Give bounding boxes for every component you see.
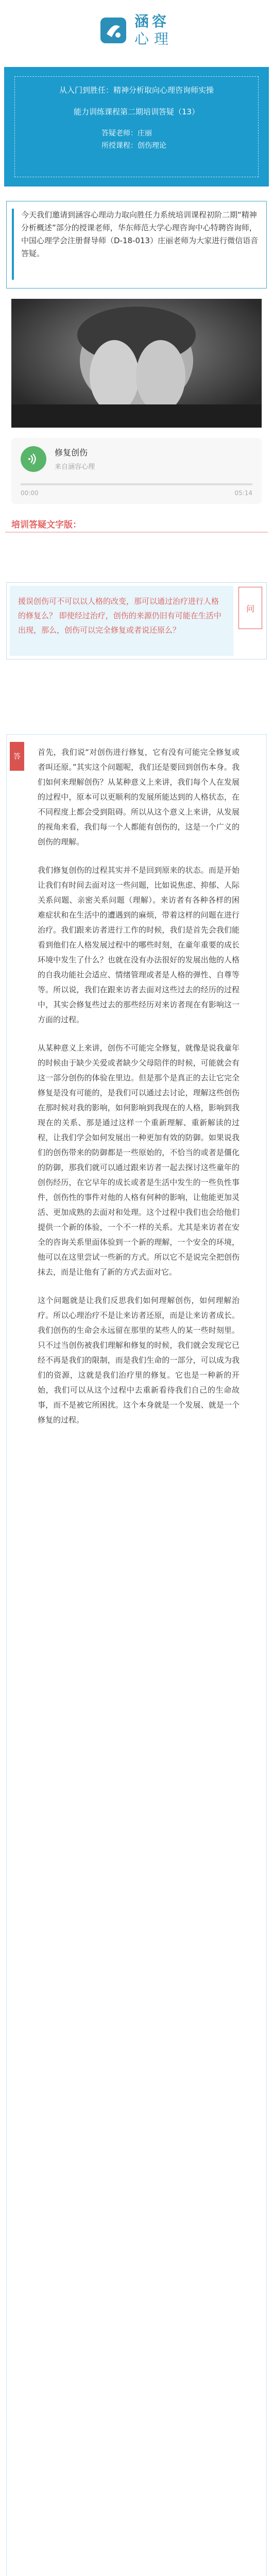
intro-box: [6, 201, 267, 289]
question-badge: 问: [238, 587, 262, 629]
brand-logo: [99, 14, 174, 46]
banner-course: 所授课程：创伤理论: [101, 142, 166, 150]
audio-source: 来自涵容心理: [55, 463, 95, 471]
question-block: [6, 582, 267, 659]
answer-paragraph: 从某种意义上来讲，创伤不可能完全修复，就像是说我童年的时候由于缺少关爱或者缺少父母陪伴的时候，可能就会有这一部分创伤的体验在里边。但是那个是真正的去让它完全修复是没有可能的，是我们可以通过去讨论，理解这些创伤在那时候对我的影响，如何影响到我现在的人格，影响到我现在的关系、那是通过这样一个重新理解、重新解读的过程，让我们学会如何发展出一种更加有效的防御。如果说我们的创伤带来的防御都是一些原始的，不恰当的或者是僵化的防御，那我们就可以通过跟来访者一起去探讨这些童年的创伤经历，在它早年的成长或者是生活中发生的一些负性事件，创伤性的事件对他的人格有何种的影响，让他能更加灵活、更加成熟的去面对和处理。这个过程中我们也会给他们提供一个新的体验，一个不一样的关系。尤其是来访者在安全的咨询关系里面体验到一个新的理解，一个安全的环境，他可以在这里尝试一些新的方式。所以它不是说完全把创伤抹去，而是让他有了新的方式去面对它。: [38, 1043, 240, 1277]
banner-title-line2: 能力训练课程第二期培训答疑（13）: [73, 107, 200, 116]
logo-name: 涵容: [134, 13, 169, 30]
answer-paragraph: 我们修复创伤的过程其实并不是回到原来的状态。而是开始让我们有时间去面对这一些问题，比如说焦虑、抑郁、人际关系问题、亲密关系问题（理解）。来访者有各种各样的困难症状和在生活中的遭遇到的麻烦，带着这样的问题在进行治疗。我们跟来访者进行工作的时候，我们是首先会我们能看到他们在人格发展过程中的哪些时刻，在童年重要的成长环境中发生了什么？也就在没有办法很好的发展出他的人格的自我功能社会适应、情绪管理或者是人格的弹性、自尊等等。所以说，我们在跟来访者去面对这些过去的经历的过程中，其实会修复些过去的那些经历对来访者现在有影响这一方面的过程。: [38, 866, 240, 1024]
intro-text: 今天我们邀请到涵容心理动力取向胜任力系统培训课程初阶二期“精神分析概述”部分的授课老师，华东师范大学心理咨询中心特聘咨询师，中国心理学会注册督导师（D-18-013）庄丽老师为大家进行微信语音答疑。: [21, 210, 259, 258]
course-banner: [4, 67, 269, 187]
answer-badge: 答: [10, 742, 24, 771]
answer-block: [6, 734, 267, 2576]
banner-spacer: [24, 118, 249, 127]
logo-subname: 心理: [134, 30, 174, 47]
answer-paragraph: 这个问题就是让我们反思我们如何理解创伤，如何理解治疗。所以心理治疗不是让来访者还原，而是让来访者成长。我们创伤的生命会永远留在那里的某些人的某一些时刻里。只不过当创伤被我们理解和修复的时候，我们就会发现它已经不再是我们的限制，而是我们生命的一部分，可以成为我们的资源，这就是我们治疗里的修复。它也是一种新的开始，我们可以从这个过程中去重新看待我们自己的生命故事，而不是被它所困扰。这个本身就是一个发展、就是一个修复的过程。: [38, 1296, 240, 1425]
banner-title-line1: 从入门到胜任：精神分析取向心理咨询师实操: [59, 86, 214, 95]
section-divider: [5, 532, 268, 533]
logo-icon: [99, 16, 127, 44]
play-button[interactable]: [21, 446, 46, 472]
audio-wave-icon: [27, 452, 40, 466]
header: [0, 0, 273, 61]
question-text: 援误创伤可不可以以人格的改变，那可以通过治疗进行人格的修复么？ 即使经过治疗，创伤的来源仍旧有可能在生活中出现，那么，创伤可以完全修复或者说还原么？: [18, 597, 221, 635]
audio-time-end: 05:14: [234, 489, 252, 497]
audio-progress-bar[interactable]: [21, 483, 252, 485]
answer-body: [38, 745, 240, 1441]
child-covering-face-image: [11, 299, 262, 428]
banner-spacer: [24, 96, 249, 106]
banner-teacher: 答疑老师：庄丽: [101, 129, 152, 138]
banner-frame: [14, 76, 259, 177]
section-heading: 培训答疑文字版：: [11, 520, 81, 530]
audio-time-row: [21, 489, 252, 497]
intro-accent-bar: [12, 209, 14, 280]
article-photo: [11, 299, 262, 428]
audio-title: 修复创伤: [55, 448, 88, 457]
question-card: [10, 586, 233, 656]
audio-player[interactable]: [11, 438, 262, 504]
audio-time-start: 00:00: [21, 489, 39, 497]
answer-paragraph: 首先，我们说“对创伤进行修复，它有没有可能完全修复或者叫还原。”其实这个问题呢，我们还是要回到创伤本身。我们如何来理解创伤？从某种意义上来讲，我们每个人在发展的过程中，原本可以更顺利的发展所能达到的人格状态，在不同程度上都会受到阻碍。所以从这个意义上来讲，从发展的视角来看，我们每一个人都能有创伤的，这是一个广义的创伤的理解。: [38, 748, 240, 846]
